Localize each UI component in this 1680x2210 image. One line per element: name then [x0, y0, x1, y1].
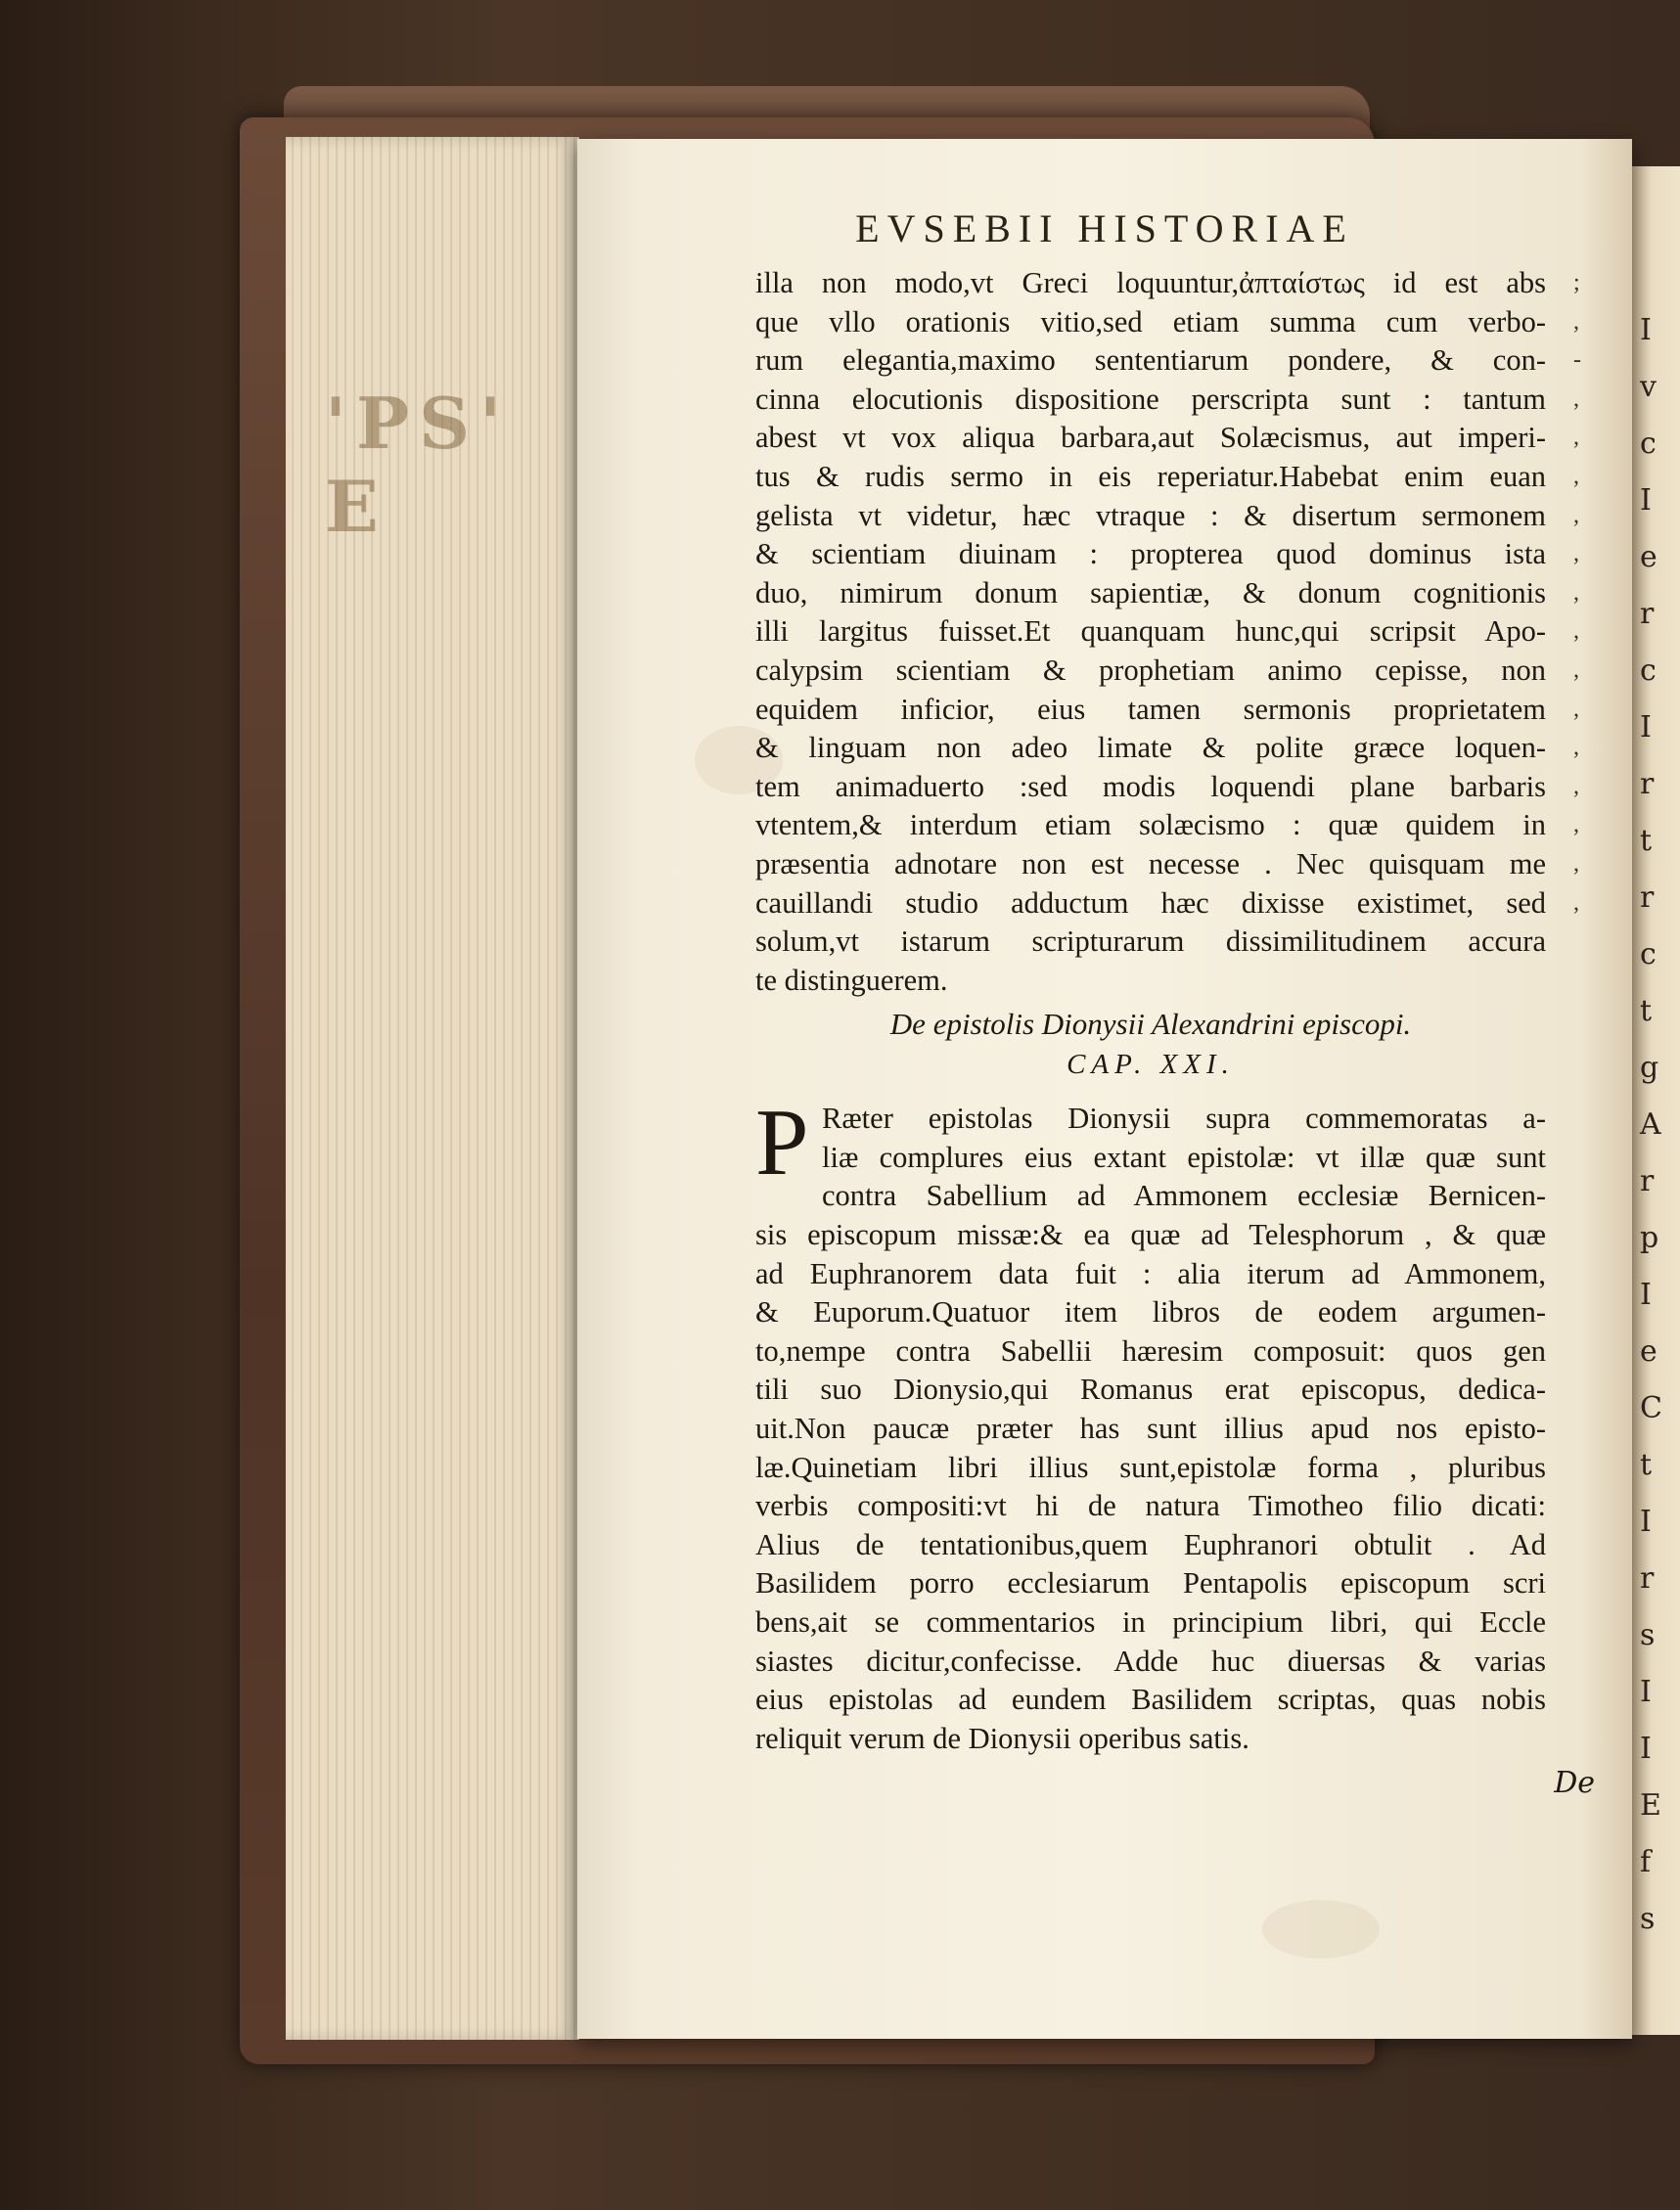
margin-mark: - [1573, 347, 1581, 374]
margin-mark: , [1573, 812, 1579, 838]
text-line: & Euporum.Quatuor item libros de eodem argumen- [755, 1295, 1546, 1330]
margin-mark: , [1573, 502, 1579, 528]
text-line: liæ complures eius extant epistolæ: vt illæ quæ sunt [822, 1140, 1546, 1174]
facing-page-glyph: I [1640, 1675, 1652, 1709]
margin-mark [1573, 923, 1593, 962]
facing-page-glyph: r [1640, 767, 1655, 801]
facing-page-glyph: I [1640, 1732, 1652, 1766]
facing-page-glyph: f [1640, 1845, 1652, 1879]
text-line: tus & rudis sermo in eis reperiatur.Habebat enim euan [755, 459, 1546, 493]
text-line: equidem inficior, eius tamen sermonis proprietatem [755, 692, 1546, 726]
text-line: ad Euphranorem data fuit : alia iterum ad Ammonem, [755, 1256, 1546, 1290]
margin-mark: , [1573, 850, 1579, 877]
text-line: bens,ait se commentarios in principium libri, qui Eccle [755, 1605, 1546, 1639]
paragraph-two [755, 1090, 1546, 1758]
book-page [577, 139, 1632, 2039]
facing-page-glyph: I [1640, 313, 1652, 347]
margin-mark: , [1573, 385, 1579, 412]
chapter-heading: De epistolis Dionysii Alexandrini episcopi. [889, 1007, 1412, 1042]
facing-page-glyph: I [1640, 483, 1652, 518]
facing-page [1632, 166, 1680, 2035]
margin-mark: , [1573, 696, 1579, 722]
facing-page-glyph: r [1640, 880, 1655, 915]
margin-mark: , [1573, 463, 1579, 489]
text-line: reliquit verum de Dionysii operibus satis. [755, 1721, 1249, 1755]
text-line: verbis compositi:vt hi de natura Timotheo filio dicati: [755, 1489, 1546, 1523]
facing-page-glyph: c [1640, 937, 1657, 971]
margin-mark: , [1573, 579, 1579, 606]
margin-mark: , [1573, 773, 1579, 799]
facing-page-glyph: r [1640, 597, 1655, 631]
facing-page-glyph: s [1640, 1618, 1656, 1652]
edge-stamp: 'PS' E [325, 382, 512, 548]
facing-page-glyph: c [1640, 427, 1657, 461]
text-line: & scientiam diuinam : propterea quod dominus ista [755, 537, 1546, 571]
margin-mark: , [1573, 656, 1579, 683]
facing-page-glyph: s [1640, 1902, 1656, 1936]
text-line: cinna elocutionis dispositione perscripta sunt : tantum [755, 382, 1546, 416]
text-line: duo, nimirum donum sapientiæ, & donum cognitionis [755, 575, 1546, 609]
margin-mark [1573, 962, 1593, 1001]
catchword: De [1554, 1766, 1595, 1800]
text-line: læ.Quinetiam libri illius sunt,epistolæ forma , pluribus [755, 1450, 1546, 1484]
facing-page-glyph: C [1640, 1391, 1662, 1425]
margin-marks [1573, 264, 1593, 1000]
facing-page-glyph: e [1640, 1334, 1657, 1369]
drop-cap: P [755, 1090, 809, 1196]
text-line: abest vt vox aliqua barbara,aut Solæcismus, aut imperi- [755, 421, 1546, 455]
margin-mark: ; [1573, 270, 1580, 295]
facing-page-glyph: I [1640, 710, 1652, 744]
text-line: que vllo orationis vitio,sed etiam summa cum verbo- [755, 304, 1546, 338]
text-line: & linguam non adeo limate & polite græce loquen- [755, 731, 1546, 765]
facing-page-glyph: I [1640, 1505, 1652, 1539]
facing-page-glyph: e [1640, 540, 1657, 574]
text-line: præsentia adnotare non est necesse . Nec quisquam me [755, 846, 1546, 880]
facing-page-glyph: v [1640, 370, 1657, 404]
text-line: gelista vt videtur, hæc vtraque : & disertum sermonem [755, 498, 1546, 532]
margin-mark: , [1573, 541, 1579, 567]
text-line: illa non modo,vt Greci loquuntur,ἀπταίστως id est abs [755, 266, 1546, 299]
margin-mark: , [1573, 308, 1579, 335]
facing-page-glyph: t [1640, 1448, 1653, 1482]
text-line: tem animaduerto :sed modis loquendi plane barbaris [755, 769, 1546, 803]
page-edges [286, 137, 579, 2040]
facing-page-glyph: E [1640, 1788, 1661, 1823]
margin-mark: , [1573, 889, 1579, 916]
text-line: Ræter epistolas Dionysii supra commemoratas a- [822, 1102, 1546, 1136]
text-line: vtentem,& interdum etiam solæcismo : quæ quidem in [755, 808, 1546, 842]
facing-page-glyph: g [1640, 1051, 1659, 1085]
paragraph-two-lines [755, 1090, 1546, 1758]
text-line: solum,vt istarum scripturarum dissimilitudinem accura [755, 925, 1546, 959]
text-line: eius epistolas ad eundem Basilidem scriptas, quas nobis [755, 1683, 1546, 1717]
text-line: calypsim scientiam & prophetiam animo cepisse, non [755, 653, 1546, 687]
margin-mark: , [1573, 618, 1579, 645]
text-line: siastes dicitur,confecisse. Adde huc diuersas & varias [755, 1644, 1546, 1678]
facing-page-glyph: p [1640, 1221, 1659, 1255]
text-line: rum elegantia,maximo sententiarum pondere, & con- [755, 343, 1546, 378]
text-line: Alius de tentationibus,quem Euphranori obtulit . Ad [755, 1527, 1546, 1561]
text-line: cauillandi studio adductum hæc dixisse existimet, sed [755, 885, 1546, 920]
text-line: te distinguerem. [755, 963, 948, 997]
margin-mark: , [1573, 425, 1579, 451]
facing-page-glyph: t [1640, 824, 1653, 858]
margin-mark: , [1573, 735, 1579, 761]
text-line: sis episcopum missæ:& ea quæ ad Telesphorum , & quæ [755, 1218, 1546, 1252]
facing-page-glyph: t [1640, 994, 1653, 1028]
facing-page-glyph: c [1640, 654, 1657, 688]
running-head: EVSEBII HISTORIAE [855, 206, 1354, 250]
text-line: illi largitus fuisset.Et quanquam hunc,qui scripsit Apo- [755, 614, 1546, 649]
facing-page-glyph: r [1640, 1164, 1655, 1198]
paragraph-one [755, 264, 1546, 1000]
text-block [755, 264, 1546, 1758]
facing-page-glyph: r [1640, 1561, 1655, 1596]
text-line: to,nempe contra Sabellii hæresim composuit: quos gen [755, 1333, 1546, 1368]
foxing-stain [1262, 1900, 1380, 1959]
text-line: contra Sabellium ad Ammonem ecclesiæ Bernicen- [822, 1179, 1546, 1213]
text-line: tili suo Dionysio,qui Romanus erat episcopus, dedica- [755, 1373, 1546, 1407]
facing-page-glyph: A [1640, 1107, 1661, 1142]
text-line: Basilidem porro ecclesiarum Pentapolis episcopum scri [755, 1566, 1546, 1601]
chapter-number: CAP. XXI. [1067, 1049, 1235, 1081]
text-line: uit.Non paucæ præter has sunt illius apud nos episto- [755, 1412, 1546, 1446]
facing-page-glyph: I [1640, 1278, 1652, 1312]
